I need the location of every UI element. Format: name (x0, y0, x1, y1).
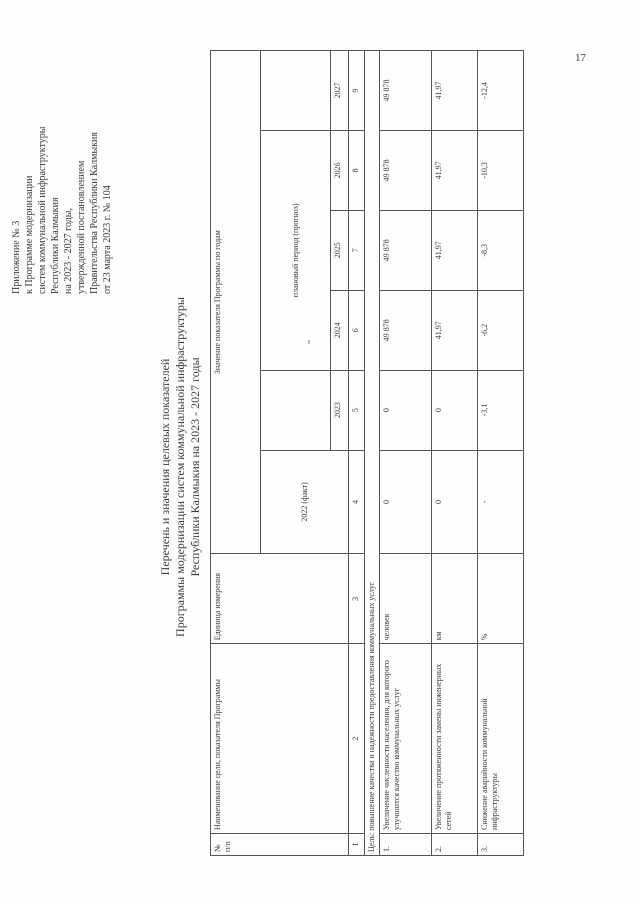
row-num: 2. (432, 834, 478, 856)
approval-line: к Программе модернизации (24, 175, 35, 294)
col-number: 5 (349, 370, 365, 450)
row-value: 49 878 (380, 130, 432, 210)
row-unit: человек (380, 554, 432, 644)
header-planned: плановый период (прогноз) (261, 130, 331, 370)
row-value: 41,97 (432, 51, 478, 131)
col-number: 1 (349, 834, 365, 856)
page-number: 17 (575, 52, 586, 64)
row-name: Снижение аварийности коммунальной инфраструктуры (478, 644, 524, 834)
row-value: -10,3 (478, 130, 524, 210)
row-value: 0 (432, 450, 478, 554)
header-fact: 2022 (факт) (261, 450, 349, 554)
col-number: 4 (349, 450, 365, 554)
col-number: 3 (349, 554, 365, 644)
approval-line: Правительства Республики Калмыкия (89, 131, 100, 294)
col-number: 8 (349, 130, 365, 210)
goal-row: Цель: повышение качества и надежности предоставления коммунальных услуг (365, 51, 380, 856)
header-values-group: Значение показателя Программы по годам (211, 51, 261, 554)
header-year: 2026 (331, 130, 349, 210)
header-name: Наименование цели, показателя Программы (211, 644, 349, 834)
indicators-table (210, 50, 524, 856)
rotated-page-content (11, 42, 620, 862)
row-value: -12,4 (478, 51, 524, 131)
row-value: 0 (432, 370, 478, 450)
row-value: - (478, 450, 524, 554)
title-line: Программы модернизации систем коммунальной инфраструктуры (173, 297, 187, 637)
row-value: 0 (380, 370, 432, 450)
row-value: 49 878 (380, 290, 432, 370)
header-unit: Единица измерения (211, 554, 349, 644)
row-value: 41,97 (432, 130, 478, 210)
header-year: 2024 (331, 290, 349, 370)
table-row (380, 51, 432, 856)
approval-line: на 2023 - 2027 годы, (63, 208, 74, 294)
approval-line: Приложение № 3 (11, 220, 22, 294)
approval-line: систем коммунальной инфраструктуры (37, 126, 48, 294)
row-unit: % (478, 554, 524, 644)
approval-stamp-text (10, 127, 114, 294)
row-value: 49 878 (380, 210, 432, 290)
header-year: 2025 (331, 210, 349, 290)
row-num: 3. (478, 834, 524, 856)
table-row (478, 51, 524, 856)
row-value: 49 878 (380, 51, 432, 131)
row-value: 41,97 (432, 290, 478, 370)
document-title (158, 72, 203, 862)
header-num: № п/п (211, 834, 349, 856)
col-number: 6 (349, 290, 365, 370)
row-value: -3,1 (478, 370, 524, 450)
header-year: 2027 (331, 51, 349, 131)
row-num: 1. (380, 834, 432, 856)
col-number: 2 (349, 644, 365, 834)
title-line: Республики Калмыкия на 2023 - 2027 годы (188, 357, 202, 577)
row-unit: км (432, 554, 478, 644)
row-value: -6,2 (478, 290, 524, 370)
row-value: 0 (380, 450, 432, 554)
row-value: -8,3 (478, 210, 524, 290)
table-row (432, 51, 478, 856)
col-number: 9 (349, 51, 365, 131)
row-name: Увеличение протяженности замены инженерных сетей (432, 644, 478, 834)
col-number: 7 (349, 210, 365, 290)
column-number-row (349, 51, 365, 856)
title-line: Перечень и значения целевых показателей (158, 358, 172, 576)
approval-line: утвержденной постановлением (76, 160, 87, 294)
header-year: 2023 (331, 370, 349, 450)
approval-line: Республики Калмыкия (50, 197, 61, 294)
approval-line: от 23 марта 2023 г. № 104 (102, 185, 113, 294)
row-name: Увеличение численности населения, для которого улучшится качество коммунальных услуг (380, 644, 432, 834)
row-value: 41,97 (432, 210, 478, 290)
